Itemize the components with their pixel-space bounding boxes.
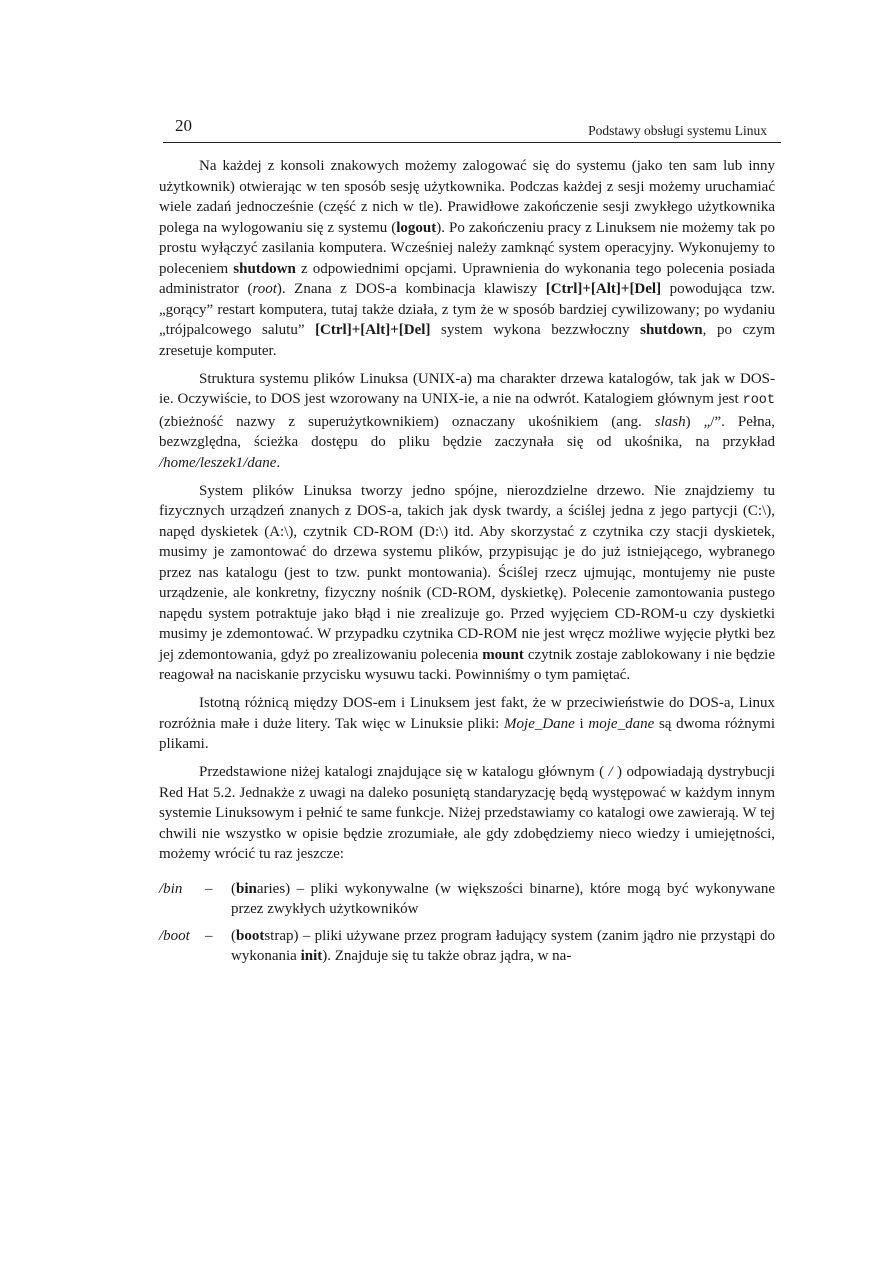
text-run: ). Znana z DOS-a kombinacja klawiszy bbox=[276, 281, 546, 297]
paragraph bbox=[159, 481, 775, 686]
text-run: , po czym zresetuje komputer. bbox=[159, 322, 775, 359]
directory-list-item bbox=[159, 879, 775, 920]
text-run: System plików Linuksa tworzy jedno spójne, nierozdzielne drzewo. Nie znajdziemy tu fizycznych urządzeń znanych z DOS-a, takich jak dysk twardy, a ściślej jedna z jego partycji (C:\), napęd dyskietek (A:\), czytnik CD-ROM (D:\) itd. Aby skorzystać z czytnika czy stacji dyskietek, musimy je zamontować do drzewa systemu plików, przypisując je do już istniejącego, wybranego przez nas katalogu (jest to tzw. punkt montowania). Ściślej rzecz ujmując, montujemy nie puste urządzenie, ale konkretny, fizyczny nośnik (CD-ROM, dyskietkę). Polecenie zamontowania pustego napędu system potraktuje jako błąd i nie zrealizuje go. Przed wyjęciem CD-ROM-u czy dyskietki musimy je zdemontować. W przypadku czytnika CD-ROM nie jest wręcz możliwe wyjęcie płytki bez jej zdemontowania, gdyż po zrealizowaniu polecenia bbox=[159, 482, 775, 663]
directory-description bbox=[231, 879, 775, 920]
text-run: system wykona bezzwłoczny bbox=[430, 322, 641, 338]
text-run: są dwoma różnymi plikami. bbox=[159, 715, 775, 752]
bold-term: bin bbox=[236, 880, 257, 897]
directory-name: /boot bbox=[159, 927, 190, 944]
italic-term: moje_dane bbox=[588, 715, 655, 732]
text-run: ). Po zakończeniu pracy z Linuksem nie możemy tak po prostu wyłączyć zasilania komputera. Wcześniej należy zamknąć system operacyjny. Wykonujemy to poleceniem bbox=[159, 219, 776, 277]
text-run: (zbieżność nazwy z superużytkownikiem) oznaczany ukośnikiem (ang. bbox=[159, 413, 655, 430]
text-run: Przedstawione niżej katalogi znajdujące się w katalogu głównym ( bbox=[199, 764, 609, 780]
text-run: strap) – pliki używane przez program ładujący system (zanim jądro nie przystąpi do wykonania bbox=[231, 927, 775, 964]
text-run: ( bbox=[231, 880, 236, 897]
paragraph bbox=[159, 762, 775, 865]
directory-list-item bbox=[159, 926, 775, 967]
italic-term: root bbox=[252, 281, 277, 297]
directory-description bbox=[231, 926, 775, 967]
bold-term: [Ctrl]+[Alt]+[Del] bbox=[315, 322, 431, 338]
text-run: Istotną różnicą między DOS-em i Linuksem jest fakt, że w przeciwieństwie do DOS-a, Linux rozróżnia małe i duże litery. Tak więc w Linuksie pliki: bbox=[159, 695, 775, 732]
bold-term: [Ctrl]+[Alt]+[Del] bbox=[545, 281, 662, 297]
text-run: ). Znajduje się tu także obraz jądra, w na- bbox=[322, 948, 572, 964]
italic-term: / bbox=[608, 764, 613, 780]
directory-list bbox=[159, 879, 775, 967]
text-run: ) odpowiadają dystrybucji Red Hat 5.2. Jednakże z uwagi na daleko posuniętą standaryzację będą występować w każdym innym systemie Linuksowym i pełnić te same funkcje. Niżej przedstawiamy co katalogi owe zawierają. W tej chwili nie wszystko w opisie będzie zrozumiałe, ale gdy zdobędziemy nieco wiedzy i umiejętności, możemy wrócić tu raz jeszcze: bbox=[159, 764, 775, 862]
text-run: ( bbox=[231, 927, 236, 944]
page-header bbox=[163, 114, 781, 143]
paragraph bbox=[159, 693, 775, 755]
paragraph bbox=[159, 369, 775, 474]
text-run: Struktura systemu plików Linuksa (UNIX-a) ma charakter drzewa katalogów, tak jak w DOS-ie. Oczywiście, to DOS jest wzorowany na UNIX-ie, a nie na odwrót. Katalogiem głównym jest bbox=[159, 370, 775, 407]
text-run: i bbox=[574, 715, 589, 732]
text-run: Na każdej z konsoli znakowych możemy zalogować się do systemu (jako ten sam lub inny użytkownik) otwierając w ten sposób sesję użytkownika. Podczas każdej z sesji możemy uruchamiać wiele zadań jednocześnie (część z nich w tle). Prawidłowe zakończenie sesji zwykłego użytkownika polega na wylogowaniu się z systemu ( bbox=[159, 158, 775, 236]
bold-term: mount bbox=[482, 646, 524, 663]
italic-term: Moje_Dane bbox=[504, 715, 575, 732]
directory-dash: – bbox=[205, 880, 213, 897]
directory-name: /bin bbox=[159, 880, 183, 897]
bold-term: shutdown bbox=[640, 322, 703, 338]
bold-term: boot bbox=[236, 927, 265, 944]
directory-dash: – bbox=[205, 927, 213, 944]
bold-term: shutdown bbox=[233, 260, 296, 277]
text-run: . bbox=[276, 454, 281, 471]
code-term: root bbox=[742, 393, 775, 408]
text-run: czytnik zostaje zablokowany i nie będzie reagował na naciskanie przycisku wysuwu tacki. Powinniśmy o tym pamiętać. bbox=[159, 646, 776, 683]
italic-term: /home/leszek1/dane bbox=[159, 454, 277, 471]
running-title: Podstawy obsługi systemu Linux bbox=[588, 123, 767, 138]
text-run: aries) – pliki wykonywalne (w większości binarne), które mogą być wykonywane przez zwykłych użytkowników bbox=[231, 880, 775, 917]
body-text bbox=[159, 156, 775, 973]
italic-term: slash bbox=[654, 413, 686, 430]
bold-term: logout bbox=[396, 219, 437, 236]
page-number: 20 bbox=[175, 116, 192, 135]
bold-term: init bbox=[300, 948, 323, 964]
text-run: z odpowiednimi opcjami. Uprawnienia do wykonania tego polecenia posiada administrator ( bbox=[159, 260, 776, 297]
text-run: ) „/”. Pełna, bezwzględna, ścieżka dostępu do pliku będzie zaczynała się od ukośnika, na przykład bbox=[159, 413, 775, 450]
paragraph bbox=[159, 156, 775, 361]
text-run: powodująca tzw. „gorący” restart komputera, tutaj także działa, z tym że w sposób bardziej cywilizowany; po wydaniu „trójpalcowego salutu” bbox=[159, 281, 775, 338]
